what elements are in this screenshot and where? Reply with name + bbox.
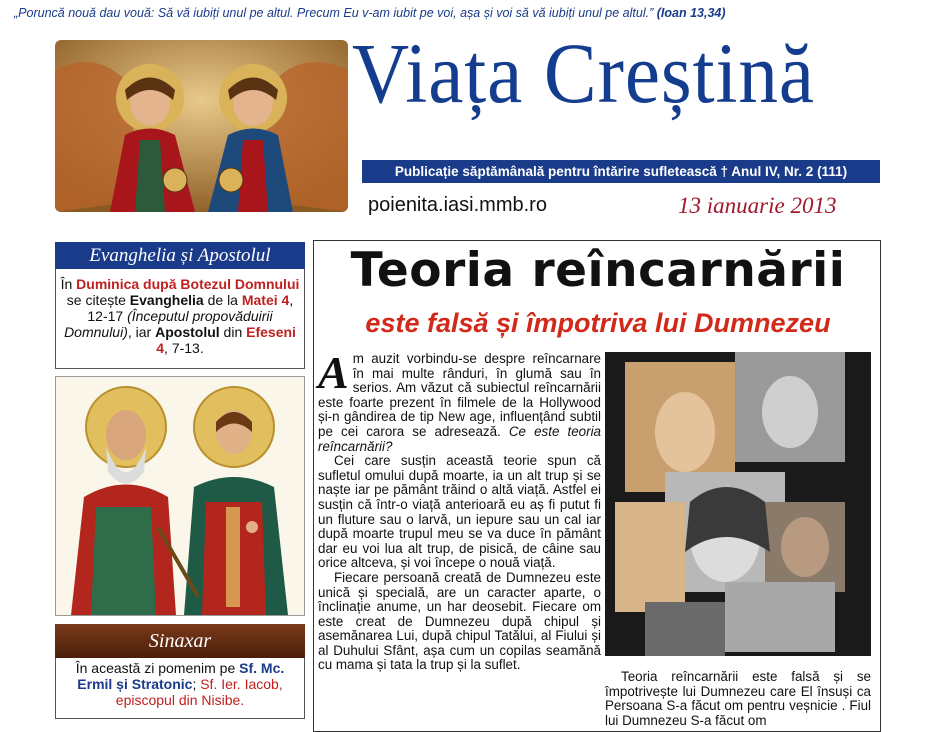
gospel-text-part: de la <box>203 292 242 308</box>
gospel-label: Evanghelia <box>129 292 204 308</box>
article-paragraph: Cei care susțin această teorie spun că sufletul omului după moarte, ia un alt trup și se naște iar pe pământ trăind o altă viață. Astfel ei susțin că într-o viață anterioară eu aș fi putut fi un fluture sau o larvă, un iepure sau un cal iar după moarte trupul meu se va duce în pământ dar eu voi lua alt trup, de pisică, de câine sau orice altceva, și voi începe o nouă viață. <box>318 453 601 571</box>
newspaper-title: Viața Creștină <box>352 25 815 121</box>
article-column-left <box>318 347 601 673</box>
paragraph-question: Ce este teoria reîncarnării? <box>318 423 601 454</box>
sinaxar-text-part: În această zi pomenim pe <box>75 660 240 676</box>
article-paragraph: Teoria reîncarnării este falsă și se împotrivește lui Dumnezeu care El însuși ca Persoana S-a făcut om pentru veșnicie . Fiul lui Dumnezeu S-a făcut om <box>605 669 871 728</box>
gospel-sunday: Duminica după <box>76 276 177 292</box>
article-subtitle: este falsă și împotriva lui Dumnezeu <box>365 308 831 338</box>
gospel-text-part: , 7-13. <box>164 340 204 356</box>
gospel-text-part: În <box>60 276 77 292</box>
face-collage-image <box>605 352 871 656</box>
gospel-pericope-title: (Începutul propovăduirii Domnului) <box>64 308 273 340</box>
gospel-text-part: din <box>219 324 247 340</box>
website-address: poienita.iasi.mmb.ro <box>368 194 547 216</box>
article-title: Teoria reîncarnării <box>350 243 846 298</box>
sinaxar-saints: Sf. Mc. Ermil și Stratonic <box>77 660 285 692</box>
gospel-feast: Botezul Domnului <box>180 276 300 292</box>
sinaxar-text <box>62 660 298 708</box>
saints-icon-image <box>55 376 305 616</box>
gospel-heading: Evanghelia și Apostolul <box>55 242 305 269</box>
article-paragraph: Fiecare persoană creată de Dumnezeu este unică și specială, are un caracter aparte, o înclinație anume, un har deosebit. Fiecare om este creat de Dumnezeu după chipul și asemănarea Lui, după chipul Tatălui, al Fiului și al Duhului Sfânt, așa cum un copilas seamănă cu mama și tata la trup și la suflet. <box>318 569 601 673</box>
apostle-label: Apostolul <box>155 324 220 340</box>
motto-text: „Poruncă nouă dau vouă: Să vă iubiți unul pe altul. Precum Eu v-am iubit pe voi, așa și voi să vă iubiți unul pe altul.” <box>14 6 654 20</box>
masthead-motto <box>14 6 924 20</box>
article-column-right <box>605 670 871 728</box>
paragraph-text: m auzit vorbindu-se despre reîncarnare în mai multe rânduri, în glumă sau în serios. Am văzut că subiectul reîncarnării este foarte prezent în filmele de la Hollywood și-n gândirea de tip New age, influențând subtil pe cei carora se adresează. <box>318 351 601 439</box>
sinaxar-saint-iacob: Sf. Ier. Iacob, episcopul din Nisibe. <box>115 676 283 708</box>
sinaxar-text-part: ; <box>192 676 201 692</box>
sinaxar-heading: Sinaxar <box>55 624 305 658</box>
gospel-reference: Matei 4 <box>241 292 290 308</box>
apostle-reference: Efeseni 4 <box>156 324 296 356</box>
issue-date: 13 ianuarie 2013 <box>678 193 837 218</box>
gospel-text-part: , 12-17 <box>87 292 294 324</box>
archangels-icon-image <box>55 40 348 212</box>
article-paragraph <box>318 347 601 454</box>
drop-cap: A <box>318 347 349 398</box>
gospel-text-part: se citește <box>66 292 130 308</box>
publication-subtitle-bar: Publicație săptămânală pentru întărire sufletească † Anul IV, Nr. 2 (111) <box>362 160 880 183</box>
gospel-text-part: , iar <box>127 324 156 340</box>
gospel-text <box>60 276 300 356</box>
motto-reference: (Ioan 13,34) <box>656 6 726 20</box>
